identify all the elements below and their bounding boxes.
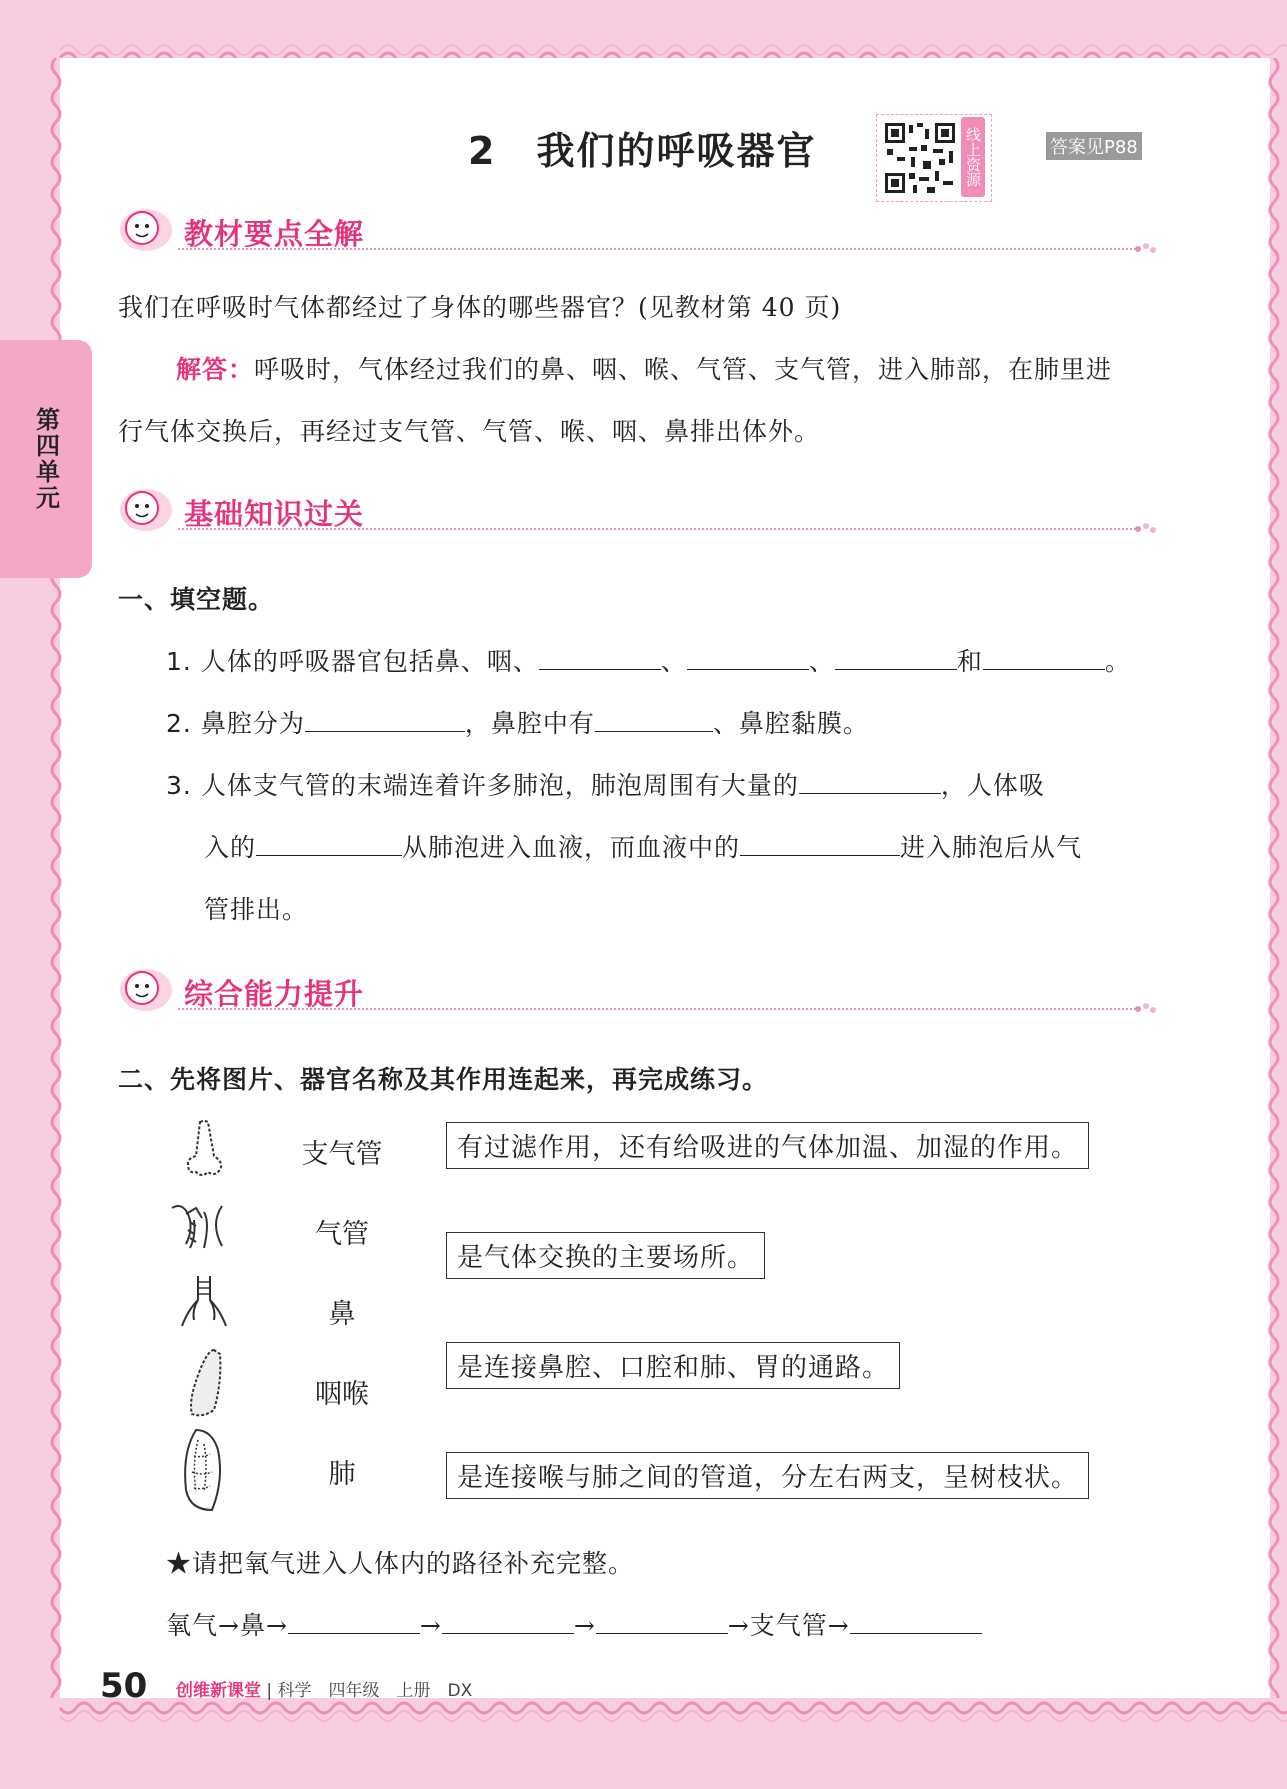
path-blank[interactable] bbox=[442, 1611, 574, 1634]
section-divider bbox=[178, 248, 1136, 250]
decorative-dots-icon bbox=[1134, 1002, 1158, 1016]
cartoon-mascot-icon bbox=[118, 484, 176, 534]
question-text: 进入肺泡后从气 bbox=[900, 833, 1083, 862]
question-number: 3. bbox=[166, 771, 192, 800]
bronchi-icon[interactable] bbox=[176, 1274, 232, 1332]
path-text: 氧气→鼻→ bbox=[166, 1611, 288, 1640]
path-arrow: → bbox=[573, 1611, 596, 1640]
qr-resource-label[interactable]: 线上资源 bbox=[961, 117, 985, 197]
unit-side-tab bbox=[0, 340, 92, 578]
section-header-advanced bbox=[118, 964, 1158, 1014]
path-blank[interactable] bbox=[596, 1611, 728, 1634]
function-box-1[interactable]: 有过滤作用，还有给吸进的气体加温、加湿的作用。 bbox=[446, 1122, 1089, 1169]
path-text: →支气管→ bbox=[727, 1611, 850, 1640]
function-box-4[interactable]: 是连接喉与肺之间的管道，分左右两支，呈树枝状。 bbox=[446, 1452, 1089, 1499]
question-text: 入的 bbox=[204, 833, 257, 862]
answer-blank[interactable] bbox=[740, 833, 900, 856]
answer-blank[interactable] bbox=[687, 647, 809, 670]
question-text: 。 bbox=[1104, 647, 1131, 676]
lung-icon[interactable] bbox=[182, 1426, 228, 1516]
answer-text: 呼吸时，气体经过我们的鼻、咽、喉、气管、支气管，进入肺部，在肺里进 bbox=[254, 355, 1113, 384]
cartoon-mascot-icon bbox=[118, 964, 176, 1014]
trachea-icon[interactable] bbox=[184, 1346, 230, 1420]
answer-blank[interactable] bbox=[799, 771, 941, 794]
question-text: 人体支气管的末端连着许多肺泡，肺泡周围有大量的 bbox=[200, 771, 799, 800]
answer-blank[interactable] bbox=[256, 833, 402, 856]
pharynx-larynx-icon[interactable] bbox=[168, 1202, 236, 1252]
qr-code-icon[interactable] bbox=[883, 121, 957, 195]
answer-reference-badge: 答案见P88 bbox=[1046, 132, 1142, 160]
path-blank[interactable] bbox=[288, 1611, 420, 1634]
section-header-basics bbox=[118, 484, 1158, 534]
oxygen-path bbox=[166, 1606, 982, 1642]
footer-info bbox=[176, 1676, 472, 1701]
question-text: 、 bbox=[808, 647, 835, 676]
nose-icon[interactable] bbox=[180, 1118, 230, 1178]
path-blank[interactable] bbox=[850, 1611, 982, 1634]
section-title: 综合能力提升 bbox=[184, 977, 365, 1011]
organ-name-bronchi[interactable]: 支气管 bbox=[301, 1139, 383, 1170]
organ-name-trachea[interactable]: 气管 bbox=[315, 1219, 369, 1250]
section-divider bbox=[178, 1008, 1136, 1010]
right-wave-border bbox=[1266, 58, 1282, 1698]
section-header-key-points bbox=[118, 204, 1158, 254]
intro-answer-line2: 行气体交换后，再经过支气管、气管、喉、咽、鼻排出体外。 bbox=[118, 417, 821, 446]
function-box-3[interactable]: 是连接鼻腔、口腔和肺、胃的通路。 bbox=[446, 1342, 900, 1389]
section-title: 教材要点全解 bbox=[184, 217, 365, 251]
question-3-line2 bbox=[204, 828, 1082, 864]
question-text: 鼻腔分为 bbox=[200, 709, 305, 738]
path-arrow: → bbox=[419, 1611, 442, 1640]
cartoon-mascot-icon bbox=[118, 204, 176, 254]
question-2 bbox=[166, 704, 869, 740]
question-3-line1 bbox=[166, 766, 1045, 802]
star-task: ★请把氧气进入人体内的路径补充完整。 bbox=[166, 1549, 635, 1578]
left-wave-border bbox=[48, 58, 64, 1698]
footer-brand: 创维新课堂 bbox=[176, 1681, 261, 1701]
intro-answer-line1 bbox=[176, 350, 1112, 386]
answer-blank[interactable] bbox=[305, 709, 465, 732]
answer-blank[interactable] bbox=[595, 709, 713, 732]
qr-code-block[interactable] bbox=[876, 114, 992, 202]
question-number: 1. bbox=[166, 647, 192, 676]
organ-name-lung[interactable]: 肺 bbox=[328, 1459, 356, 1490]
decorative-dots-icon bbox=[1134, 522, 1158, 536]
decorative-dots-icon bbox=[1134, 242, 1158, 256]
footer-book-info: | 科学 四年级 上册 DX bbox=[266, 1681, 473, 1701]
question-text: 、 bbox=[660, 647, 687, 676]
question-3-line3: 管排出。 bbox=[204, 895, 309, 924]
page-title: 2 我们的呼吸器官 bbox=[468, 129, 817, 173]
unit-tab-label: 第四单元 bbox=[31, 407, 60, 511]
function-box-2[interactable]: 是气体交换的主要场所。 bbox=[446, 1232, 765, 1279]
question-number: 2. bbox=[166, 709, 192, 738]
answer-label: 解答： bbox=[176, 355, 255, 384]
part2-heading: 二、先将图片、器官名称及其作用连起来，再完成练习。 bbox=[118, 1065, 769, 1094]
question-text: 和 bbox=[956, 647, 983, 676]
part1-heading: 一、填空题。 bbox=[118, 585, 275, 614]
question-text: 、鼻腔黏膜。 bbox=[712, 709, 869, 738]
answer-blank[interactable] bbox=[983, 647, 1105, 670]
organ-name-nose[interactable]: 鼻 bbox=[328, 1299, 356, 1330]
section-divider bbox=[178, 528, 1136, 530]
question-text: ，鼻腔中有 bbox=[464, 709, 595, 738]
question-text: 从肺泡进入血液，而血液中的 bbox=[402, 833, 741, 862]
answer-blank[interactable] bbox=[835, 647, 957, 670]
answer-blank[interactable] bbox=[539, 647, 661, 670]
question-text: 人体的呼吸器官包括鼻、咽、 bbox=[200, 647, 539, 676]
section-title: 基础知识过关 bbox=[184, 497, 365, 531]
organ-name-pharynx-larynx[interactable]: 咽喉 bbox=[315, 1379, 369, 1410]
bottom-wave-border bbox=[0, 1700, 1287, 1730]
question-1 bbox=[166, 642, 1131, 678]
intro-question: 我们在呼吸时气体都经过了身体的哪些器官？(见教材第 40 页) bbox=[118, 293, 842, 322]
question-text: ，人体吸 bbox=[940, 771, 1045, 800]
page-number: 50 bbox=[100, 1666, 148, 1706]
